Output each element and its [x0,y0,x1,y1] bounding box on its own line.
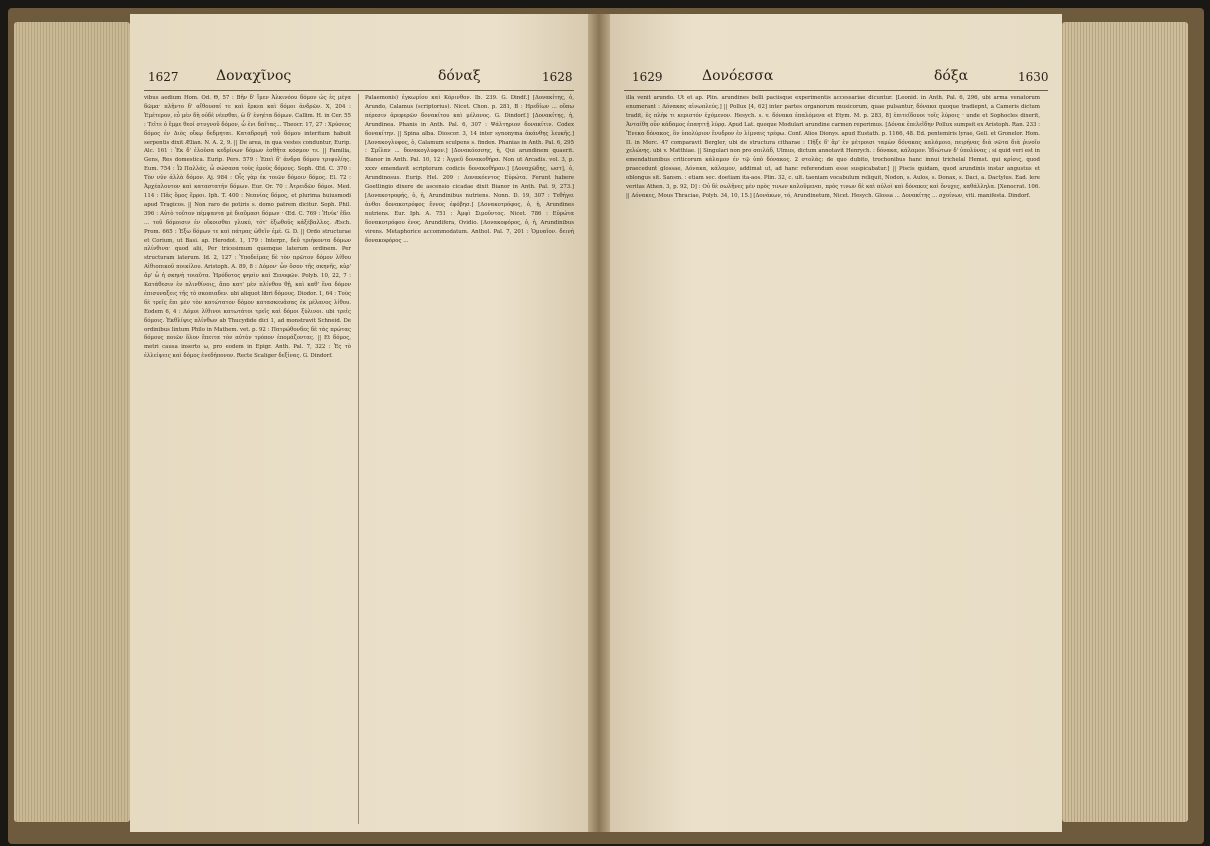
page-number-1628: 1628 [542,70,573,84]
column-separator [358,94,359,824]
right-page-column-1: illa venit arundo. Ut et ap. Plin. arundines belli paciisque experimentis accessariae dicuntur. [Leonid. in Anth. Pal. 6, 296, ubi arma venatorum enumerant : Δόνακας αἰνωπλεύς.] || Pollux [4, 62] inter partes organorum musicorum, quae pulsantur, δόνακα quoque tradiepnt, a Cameris dictum tradit, ἐς πλὴκ τι κεριστόν ἐχόμενον. Hesych. s. v. δόνακα ἐπαλόμενα et Etym. M. p. 283, 8] ἐπιτείδουοι τοῖς λύροις · unde et Sophocles dixerit, Ἀνταίθη οὖν κάδαμος ἐπαηττῇ λύρᾳ. Apud Lat. quoque Modulari arundine carmen reperimus. [Δόνακ ἐπελεῖδην Pollux sumpsit ex Aristoph. Ran. 233 : Ἔνεκα δόνακος, ὃν ὑπολύριον ἔνυδρον ἐν λίμναις τρέφω. Conf. Alios Dionys. apud Eustath. p. 1166, 48. Ed. pentemiris lyrae, Gell. et Gronelor. Hom. II. in Merc. 47 comparavit Bergler, ubi de structura citharae : Πῆξε δ' ἄρ' ἐν μέτροισι ταμὼν δόνακας καλάμοιο, πειρήνας διὰ νῶτα διὰ ῥινοῖο χελώνης. ubi v. Matthiae. || Singulari non pro σπιλάδ, Ulmus, dictum annotavit Henrych. : δόνακα, κάλαμον. Ἰδιώτων δ' ὑπολύνας ; si quid veri est in emendatiunibus criticorum κάλαμον ἐν τῷ ὑπὸ δόνακος. 2 στολὰς; de quo dubito, trochonibus hanc innui trichelal Hemst. qui κρίσις, quod praecedunt glossae, Δόνακα, κάλαμον, addimat ut, ad hanc referendum esse suspicabatur.] || Piscis quidam, quod arundinis instar angustus et oblongus sit. Sansm. : etiam sec. doetiam ita-aos. Plin. 32, c. ult. taeniam vocabulum reliquit, Nodon, s. Aulos, s. Donax, s. Daci, a. Dactylus. Ead. lere veritas Athen. 3, p. 92, D] : Οὐ δὲ σωλῆνες μὲν πρὸς τινων καλοῦμεναι, πρὸς τινων δὲ καὶ αὐλοὶ καὶ δόνακες καὶ ὄνυχες, καθάλληλα. [Xenocrat. 106. || Δόνακες, Mous Thraciae, Polyb. 34, 10, 15.] [Δονάκων, τό, Arundinetum, Nicet. Hesych. Glossa ... Δονακίτης ... σχοίνων, viti. manifesta. Dindorf. [626,95,1040,199]
left-page-header [130,68,588,90]
book-gutter [588,14,610,832]
left-page [130,14,588,832]
page-number-1630: 1630 [1018,70,1049,84]
running-head-right: δόξα [934,68,969,84]
left-page-column-2: Palaemonis) ἐγκωμίου καὶ Κόρινθον. Ib. 239. G. Dindf.] [Δονακίτης, ὁ, Arundo, Calamus (scriptorius). Nicet. Chon. p. 281, B : Ηρεδίων ... οὔπω πέρεσιν ἁρεφερῶν δονακίτου καὶ μέλανος. G. Dindorf.] [Δονακίτης, ἡ, Arundinea. Phanis in Anth. Pal. 6, 307 : Ψάλτηριον δονακίτιν. Codex δονακίτην. || Spina alba. Dioscor. 3, 14 inter synonyma ἀκάνθης λευκῆς.] [Δονακογλυφος, ὁ, Calamum sculpens s. finden. Phanias in Anth. Pal. 6, 295 : Σμίλαν ... δονακογλυφον.] [Δονακόεσσης, ἡ, Qui arundinem quaerit. Bianor in Anth. Pal. 10, 12 : Ἀγρεῦ δονακοθήρα. Non ut Arcadis. vol. 3, p. xxxv emendavit scriptorum codicis δονακοθήραν.] [Δοναχῶδης, ωστ], ὁ, Arundinosus. Eurip. Hel. 209 : Δονακόεντος Εὐρώτα. Ferunt habere Goetlingio dixere de ascensio cicadae dixit Bianor in Anth. Pal. 9, 273.] [Δονακοτροφής, ὁ, ἡ, Arundinibus nutriens. Nonn. D. 19, 307 : Τεθήγει ἀνθοι δονακοτρόφος ἔννος ἐφόβησ.] [Δονακοτρόφος, ὁ, ἡ, Arundines nutriens. Eur. Iph. A. 751 : Ἀμφὶ Σιμοῦντος. Nicet. 786 : Εὐρώτα δονακοτρόφου ἐνος. Arundifera, Ovidio. [Δονακοφόρος, ὁ, ἡ, Arundinibus virens. Metaphorice accommodatum. Anthol. Pal. 7, 201 : Ὁμυαῖον. δεινή δονακοφόρος ... [365,95,574,244]
left-page-edges [14,22,130,822]
page-number-1629: 1629 [632,70,663,84]
header-rule [144,90,574,91]
right-page-edges [1062,22,1188,822]
right-page [610,14,1062,832]
right-page-header [610,68,1062,90]
page-number-1627: 1627 [148,70,179,84]
left-page-column-1: vibus aedium Hom. Od. Θ, 57 : Βῆν δ' ἴμεν Ἀλκινόου δόμον ὡς ἐς μέγα δῶμα· πλῆντο δ' αἴθουσαί τε καὶ ἕρκεα καὶ δόμοι ἀνδρῶν. X, 204 : Ἐμέτερον, εὖ μὲν δὴ οὐδὲ νέεσθαι, ὡ δ' ἐνηέτα δόμων. Callim. H. in Cer. 55 : Τεῖτε ὁ ἔμμε θεοί στυγνοῦ δόμον, ὦ ἐνι δαῖτας... Theocr. 17, 27 : Χρύσεος δόμος ἐν Διὸς οἴκῳ δεδμηται. Καταδρομῆ τοῦ δόμου interitum habuit serpentis dixit Ælian. N. A. 2, 9. || De area, in qua vestes conduntur, Eurip. Alc. 161 : Ἐκ δ' ἑλοῦσα κεδρίνων δόμων ἐσθῆτα κόσμον τε. || Familia, Gens, Res domestica. Eurip. Pers. 579 : Ἐπεὶ δ' ἀνδρα δόμου τριφυλίης. Eum. 754 : Ὦ Παλλάς, ὦ σώσασα τοὺς ἐμοὺς δόμους. Soph. Œd. C. 370 : Τὸν νῦν ἀλλὰ δόμον. Aj. 984 : Οἷς γὰρ ἐκ τοιῶν δόμοιν δόμος. El. 72 : Ἀρχέπλουτον καὶ καταστατήν δόμων. Eur. Or. 70 : Ἀτρειδῶν δόμοι. Med. 114 : Πᾶς ὅμος ἔρροι. Iph. T. 400 : Νεανίας δόμος, et plurima huiusmodi apud Tragicos. || Non raro de potiris s. domo patrem dicitur. Soph. Phil. 396 : Αὐτὸ τοῦτον πέμψαντα μὲ διαῦμασι δόμων · Œd. C. 769 : Ἡνίκ' ἔδει ... τοῦ δόμοισιν ἐν οἴκοισθαι γλυκύ, τότ' ἐξωθοῦς κἀξέβαλλες. Æsch. Prom. 665 : Ἐξω δόμων τε καὶ πάτρας ὠθεῖν ἐμέ. G. D. || Ordo structurae et Corium, ut Basi. ap. Herodot. 1, 179 : Interpr., δεῦ τριήκοντα δόμων πλίνθινα· quod alii, Per tricesimum quemque laterum ordinem. Per structuram laterum. Id. 2, 127 : Ὑποδείμας δὲ τὸν πρῶτον δόμον λίθου Αἰθιοπικοῦ ποικίλου. Aristoph. A. 89, 8 : Δόμον· ὦν ὅσον τῆς σκηνῆς, κὐρ' ἄρ' ὦ ἡ σκηνὴ τοιαῦτα. Ἡρόδοτος φησὶν καὶ Ξενοφῶν. Polyb. 10, 22, 7 : Κατάθεσιν ἐν πλινθίνοις, ἄπο κατ' μὲν πλίνθου θῇ, καὶ καθ' ἕνα δόμον ἐπισυναξεις τῆς τὸ σκοπιαδεν. ubi aliquot libri δόμους. Diodor. 1, 64 : Τοὺς δὲ τρεῖς ἔπι μὲν τὸν κατώτατον δόμον κατασκευᾶσας ἐκ μέλανος λίθου. Eodem 6, 4 : Δόμοι λίθινοι κατωτάτοι τρεῖς καὶ δόμοι ξύλινοι. ubi τρεῖς δόμοις. Ἐκθλίψις πλίνθων ab Thucydide dici 1, ad monstravit Schneid. De ordinibus lintum Philo in Mathem. vet. p. 92 : Πατρώθονδες δὲ τὰς πρώτας δόμους ποιῶν ὅλον ἔπειτα τὸν αὐτὸν τρόπον ἐπομάζοντας. || Et δόμος, metri causa inserto ω, pro eodem in Epigr. Anth. Pal. 7, 322 : Ἐς τὸ ἐλλείψεις καὶ δόμος ἐνεδήπονον. Recte Scaliger δεξίνας. G. Dindorf. [144,95,351,360]
running-head-left: Δονόεσσα [702,68,774,84]
running-head-right: δόναξ [438,68,481,84]
running-head-left: Δοναχῖνος [216,68,292,84]
header-rule [624,90,1048,91]
